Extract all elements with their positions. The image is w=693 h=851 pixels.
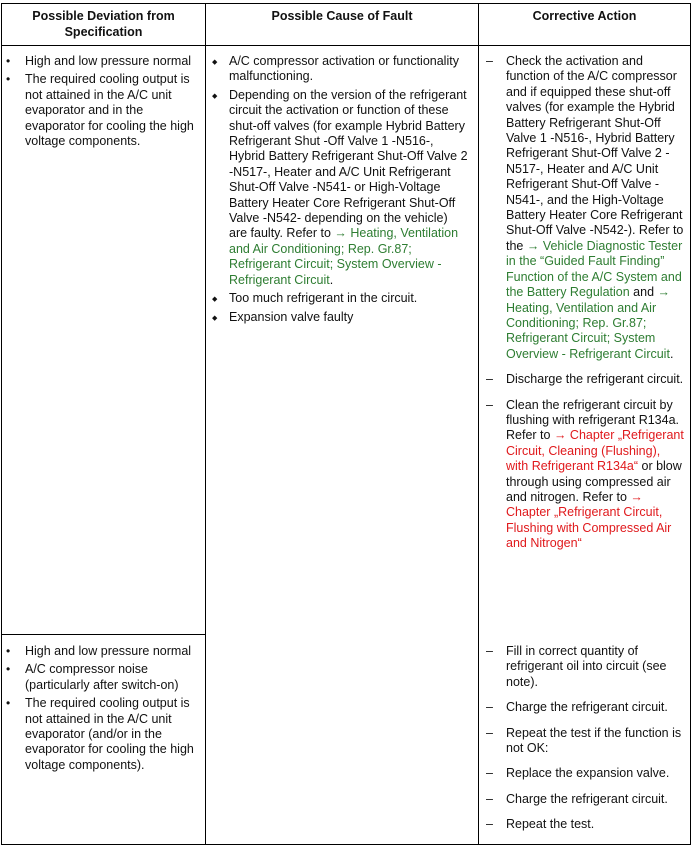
action-cell-2	[481, 644, 684, 843]
table-border-bottom	[1, 844, 691, 845]
list-item	[481, 54, 684, 362]
header-action: Corrective Action	[532, 9, 637, 23]
action-text-and: and	[629, 285, 658, 300]
deviation-cell-2	[2, 644, 198, 776]
list-item: – Replace the expansion valve.	[481, 766, 684, 781]
chapter-cleaning-link[interactable]: → Chapter „Refrigerant Circuit, Cleaning (Flushing), with Refrigerant R134a“	[506, 428, 684, 474]
list-item: ◆ A/C compressor activation or functionality malfunctioning.	[207, 54, 469, 85]
action-text: Clean the refrigerant circuit by flushing with refrigerant R134a. Refer to	[506, 397, 680, 443]
header-deviation: Possible Deviation from Specification	[32, 9, 175, 39]
table-border-right	[690, 3, 691, 845]
list-item: – Charge the refrigerant circuit.	[481, 700, 684, 715]
heating-ventilation-link[interactable]: → Heating, Ventilation and Air Conditioning; Rep. Gr.87; Refrigerant Circuit; System Overview - Refrigerant Circuit	[229, 226, 459, 287]
list-item: • The required cooling output is not attained in the A/C unit evaporator (and/or in the evaporator for cooling the high voltage components).	[2, 696, 198, 773]
cause-cell	[207, 54, 469, 328]
list-item: – Charge the refrigerant circuit.	[481, 792, 684, 807]
action-cell-1	[481, 54, 684, 562]
action-text-end: .	[669, 346, 674, 361]
deviation-cell-1	[2, 54, 198, 152]
list-item: – Repeat the test.	[481, 817, 684, 832]
list-item: – Repeat the test if the function is not OK:	[481, 726, 684, 757]
column-divider-1	[205, 3, 206, 845]
row-divider	[1, 634, 206, 635]
action-text: Check the activation and function of the A/C compressor and if equipped these shut-off valves (for example the Hybrid Battery Refrigerant Shut-Off Valve 1 -N516-, Hybrid Battery Refrigerant Shut-Off Valve 2 -N517-, Heater and A/C Unit Refrigerant Shut-Off Valve -N541-, and the High-Voltage Battery Heater Core Refrigerant Shut-Off Valve -N542-). Refer to the	[506, 54, 684, 253]
list-item: ◆ Expansion valve faulty	[207, 310, 469, 325]
diagnostic-tester-link[interactable]: → Vehicle Diagnostic Tester in the “Guided Fault Finding” Function of the A/C System and the Battery Regulation	[506, 238, 683, 300]
header-divider	[1, 45, 691, 46]
chapter-flushing-link[interactable]: → Chapter „Refrigerant Circuit, Flushing with Compressed Air and Nitrogen“	[506, 489, 672, 551]
table-border-top	[1, 3, 691, 4]
cause-text: Depending on the version of the refrigerant circuit the activation or function of these shut-off valves (for example Hybrid Battery Refrigerant Shut -Off Valve 1 -N516-, Hybrid Battery Refrigerant Shut-Off Valve 2 -N517-, Heater and A/C Unit Refrigerant Shut-Off Valve -N541- or High-Voltage Battery Heater Core Refrigerant Shut-Off Valve -N542- depending on the vehicle) are faulty. Refer to	[229, 87, 468, 241]
header-cause: Possible Cause of Fault	[271, 9, 413, 23]
list-item: ◆ Too much refrigerant in the circuit.	[207, 291, 469, 306]
action-text-mid: or blow through using compressed air and nitrogen. Refer to	[506, 459, 682, 504]
column-divider-2	[478, 3, 479, 845]
list-item: • High and low pressure normal	[2, 54, 198, 69]
cause-text-end: .	[329, 272, 334, 287]
list-item: – Discharge the refrigerant circuit.	[481, 372, 684, 387]
list-item	[481, 398, 684, 552]
list-item: • High and low pressure normal	[2, 644, 198, 659]
list-item	[207, 88, 469, 288]
list-item: • A/C compressor noise (particularly after switch-on)	[2, 662, 198, 693]
heating-ventilation-link[interactable]: → Heating, Ventilation and Air Conditioning; Rep. Gr.87; Refrigerant Circuit; System Overview - Refrigerant Circuit	[506, 285, 671, 361]
list-item: – Fill in correct quantity of refrigerant oil into circuit (see note).	[481, 644, 684, 690]
list-item: • The required cooling output is not attained in the A/C unit evaporator and in the evaporator for cooling the high voltage components.	[2, 72, 198, 149]
